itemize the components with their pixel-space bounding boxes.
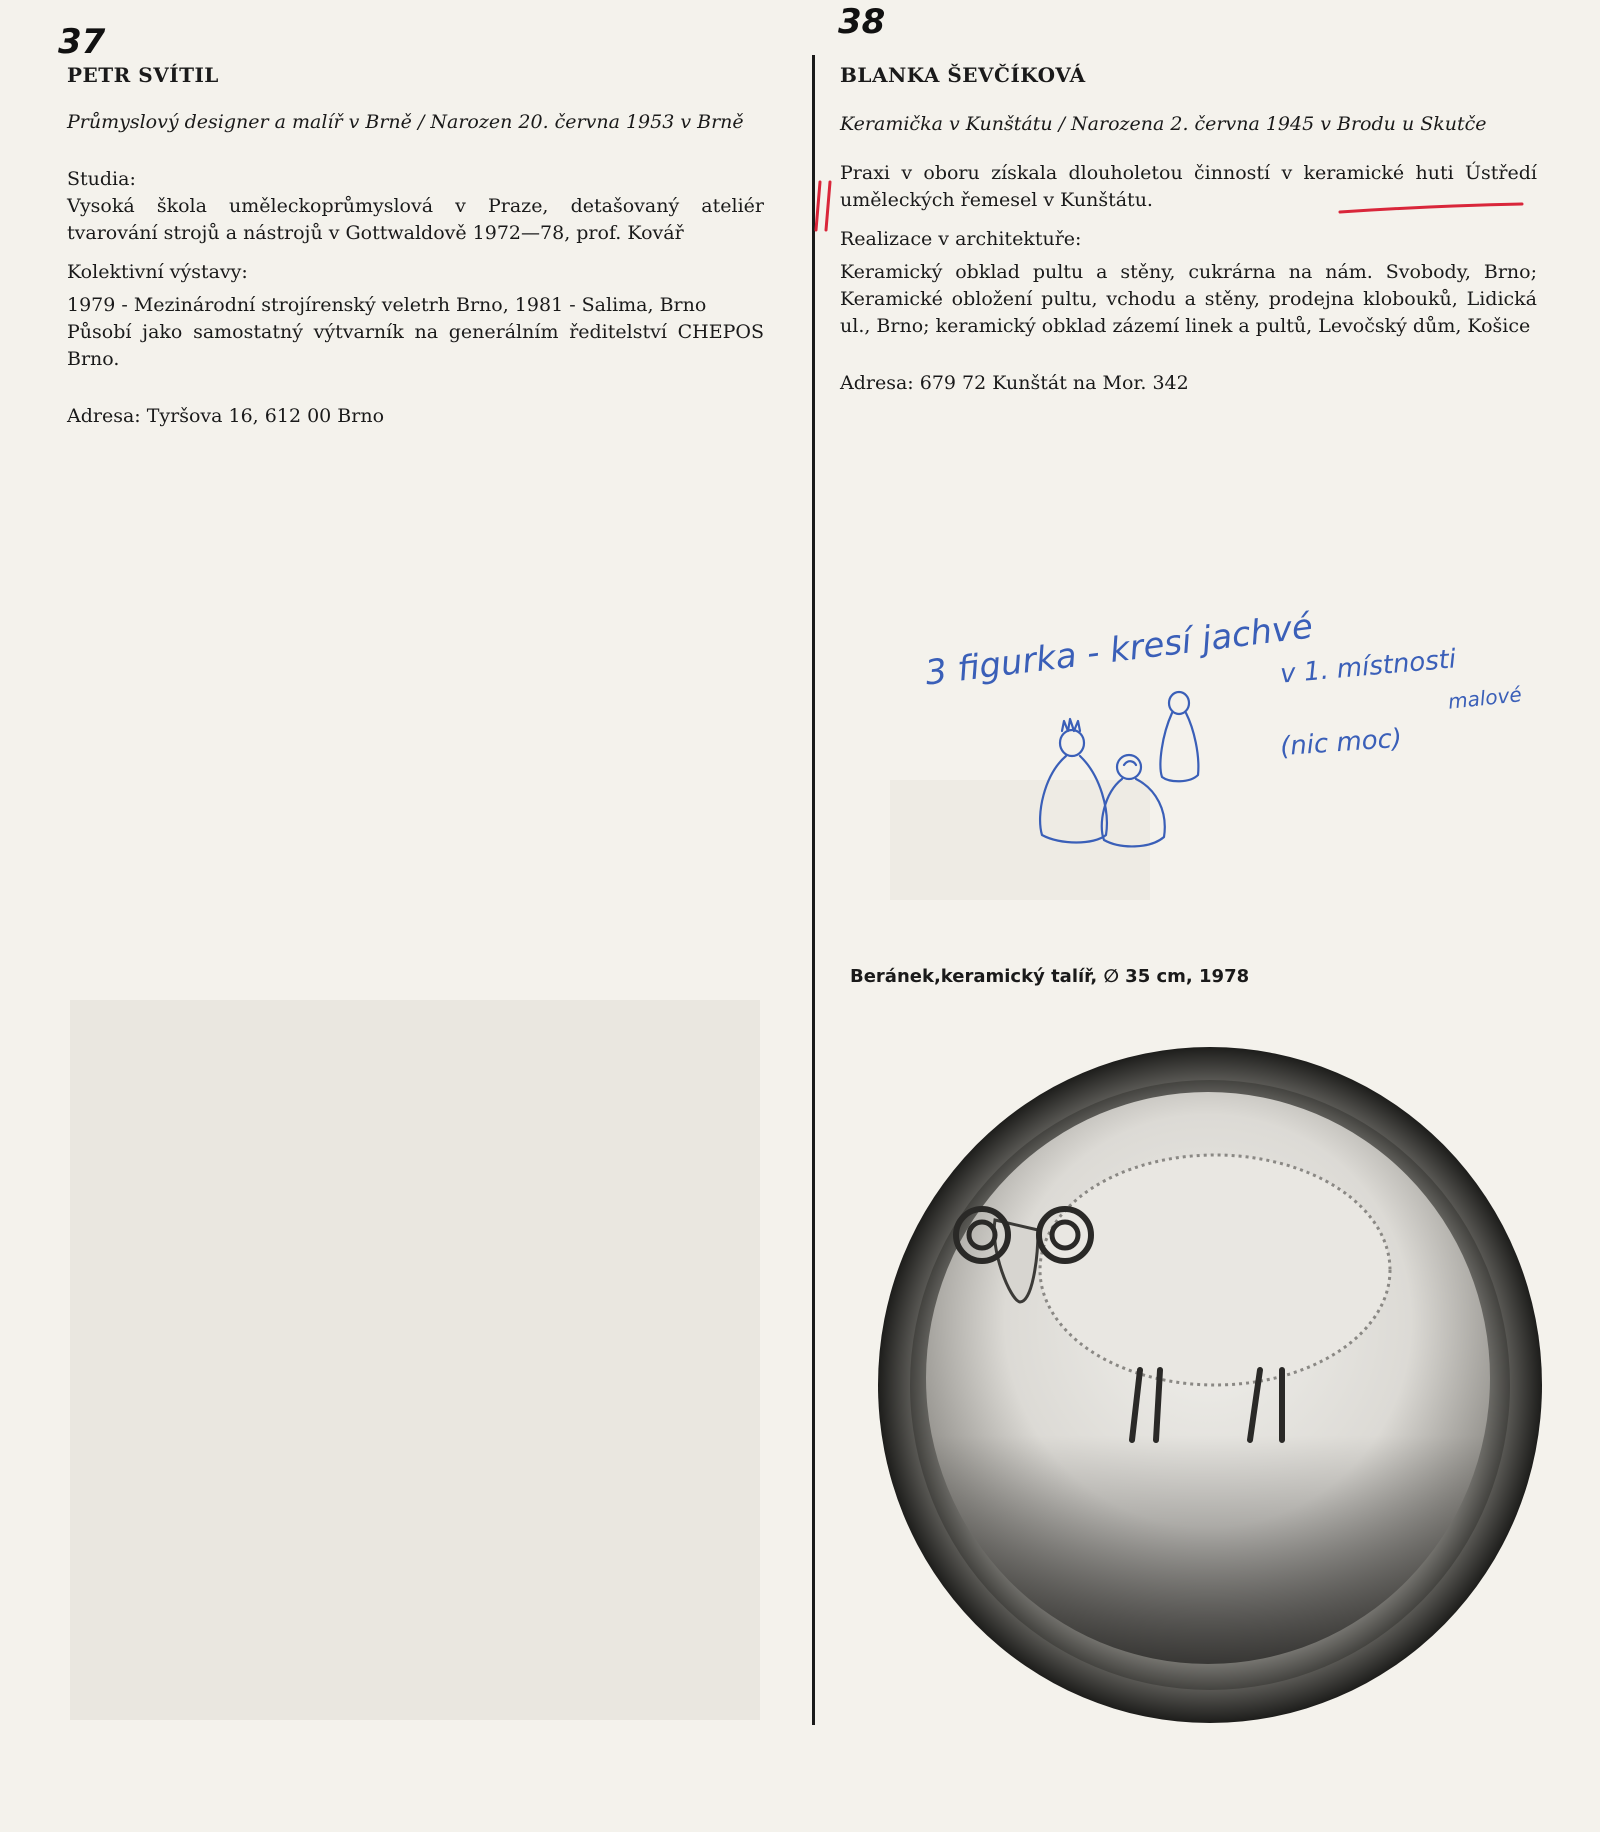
red-underline [1338,200,1524,220]
realization-text: Keramický obklad pultu a stěny, cukrárna na nám. Svobody, Brno; Keramické obložení pultu, vchodu a stěny, prodejna klobouků, Lidická ul., Brno; keramický obklad zázemí linek a pultů, Levočský dům, Košice [840,261,1537,337]
address: Adresa: 679 72 Kunštát na Mor. 342 [840,372,1189,394]
realization-heading: Realizace v architektuře: [840,228,1082,250]
page-number-left: 37 [58,22,106,62]
right-column [840,62,1537,397]
artist-name: PETR SVÍTIL [67,63,219,87]
studies-heading: Studia: [67,168,136,190]
figurines-sketch [1030,685,1230,860]
handwritten-note: malové [1446,682,1523,714]
artist-bio: Keramička v Kunštátu / Narozena 2. června 1945 v Brodu u Skutče [840,113,1487,135]
red-margin-mark [812,178,836,234]
work-text: Působí jako samostatný výtvarník na generálním ředitelství CHEPOS Brno. [67,321,764,370]
address: Adresa: Tyršova 16, 612 00 Brno [67,405,385,427]
page-number-right: 38 [838,2,886,42]
handwritten-note: v 1. místnosti [1279,644,1458,690]
exhibitions-text: 1979 - Mezinárodní strojírenský veletrh Brno, 1981 - Salima, Brno [67,294,707,316]
show-through-block [70,1000,760,1720]
artist-bio: Průmyslový designer a malíř v Brně / Narozen 20. června 1953 v Brně [67,111,744,133]
studies-text: Vysoká škola uměleckoprůmyslová v Praze, detašovaný ateliér tvarování strojů a nástrojů v Gottwaldově 1972—78, prof. Kovář [67,195,764,244]
exhibitions-heading: Kolektivní výstavy: [67,261,248,283]
handwritten-note: (nic moc) [1279,723,1403,763]
ceramic-plate-photo [870,1040,1550,1730]
image-caption: Beránek,keramický talíř, ∅ 35 cm, 1978 [850,966,1250,987]
handwritten-note: 3 figurka - kresí jachvé [923,606,1316,694]
practice-text: Praxi v oboru získala dlouholetou činností v keramické huti Ústředí uměleckých řemesel v Kunštátu. [840,162,1537,211]
column-divider [812,55,815,1725]
left-column [67,62,764,430]
artist-name: BLANKA ŠEVČÍKOVÁ [840,63,1086,87]
